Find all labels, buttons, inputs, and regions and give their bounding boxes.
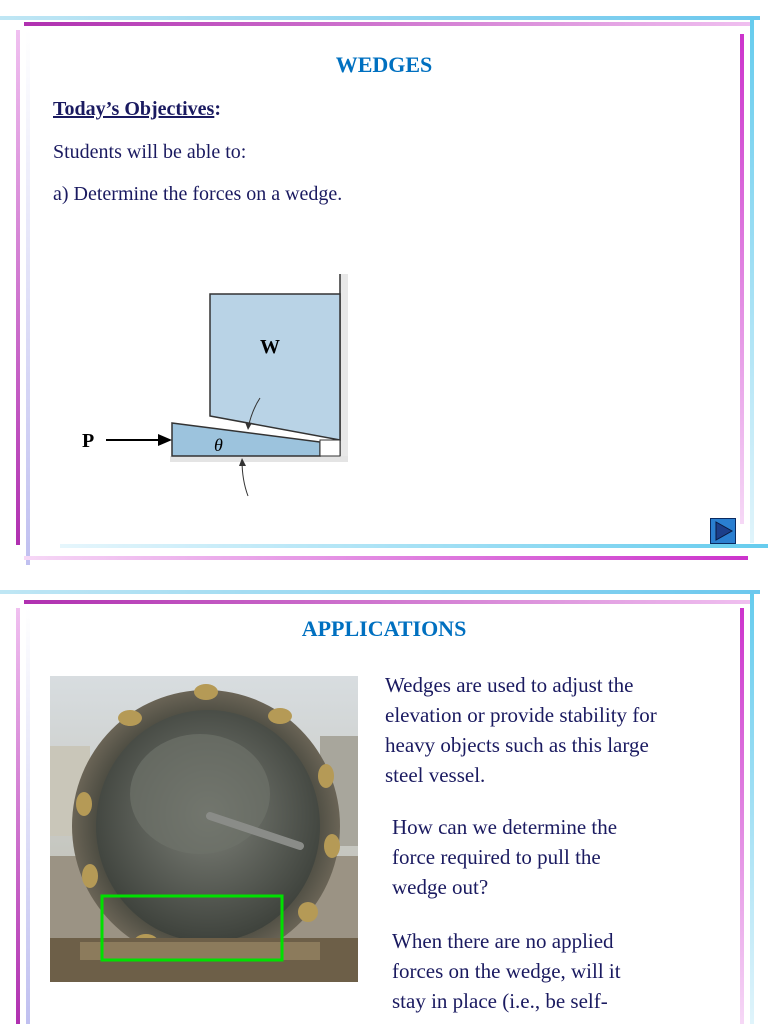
paragraph-2-line: force required to pull the: [392, 845, 601, 869]
paragraph-1-line: steel vessel.: [385, 763, 486, 787]
paragraph-2-line: wedge out?: [392, 875, 489, 899]
top-magenta-bar: [24, 22, 754, 26]
steel-vessel-photo: [50, 676, 358, 982]
slide-title: APPLICATIONS: [301, 616, 467, 641]
bottom-magenta-bar: [24, 556, 748, 560]
angle-arrow-top: [245, 422, 252, 430]
top-magenta-bar: [24, 600, 754, 604]
objectives-colon: :: [214, 98, 221, 120]
force-arrow-head: [158, 434, 172, 446]
top-cyan-bar: [0, 590, 760, 594]
left-cyan-bar: [26, 30, 30, 565]
objectives-heading-line: [53, 96, 221, 122]
left-cyan-bar: [26, 608, 30, 1024]
next-slide-button[interactable]: [710, 518, 736, 544]
paragraph-3-line: When there are no applied: [392, 929, 614, 953]
paragraph-3-line: forces on the wedge, will it: [392, 959, 621, 983]
objectives-heading: Today’s Objectives: [53, 98, 215, 120]
bottom-cyan-bar: [60, 544, 768, 548]
weight-label: W: [260, 336, 280, 358]
steel-vessel-illustration: [50, 676, 358, 982]
slide-title: WEDGES: [335, 52, 433, 77]
angle-label: θ: [214, 435, 223, 455]
paragraph-1-line: Wedges are used to adjust the: [385, 673, 634, 697]
gap-block: [320, 440, 340, 456]
paragraph-1-line: heavy objects such as this large: [385, 733, 649, 757]
slide-applications: [0, 588, 768, 1024]
top-cyan-bar: [0, 16, 760, 20]
left-magenta-bar: [16, 608, 20, 1024]
paragraph-3: [392, 926, 621, 1016]
paragraph-1: [385, 670, 657, 790]
right-magenta-bar: [740, 34, 744, 524]
right-magenta-bar: [740, 608, 744, 1024]
wedge-diagram: [70, 270, 370, 500]
objective-a-text: a) Determine the forces on a wedge.: [53, 183, 343, 205]
force-label: P: [82, 430, 95, 452]
left-magenta-bar: [16, 30, 20, 545]
paragraph-2-line: How can we determine the: [392, 815, 618, 839]
right-cyan-bar: [750, 594, 754, 1024]
play-arrow-icon: [711, 519, 735, 543]
wall: [340, 274, 348, 458]
paragraph-1-line: elevation or provide stability for: [385, 703, 657, 727]
ground: [170, 456, 348, 462]
block: [210, 294, 340, 440]
right-cyan-bar: [750, 18, 754, 543]
paragraph-2: [392, 812, 617, 902]
paragraph-3-line: stay in place (i.e., be self-: [392, 989, 608, 1013]
intro-text: Students will be able to:: [53, 141, 247, 163]
